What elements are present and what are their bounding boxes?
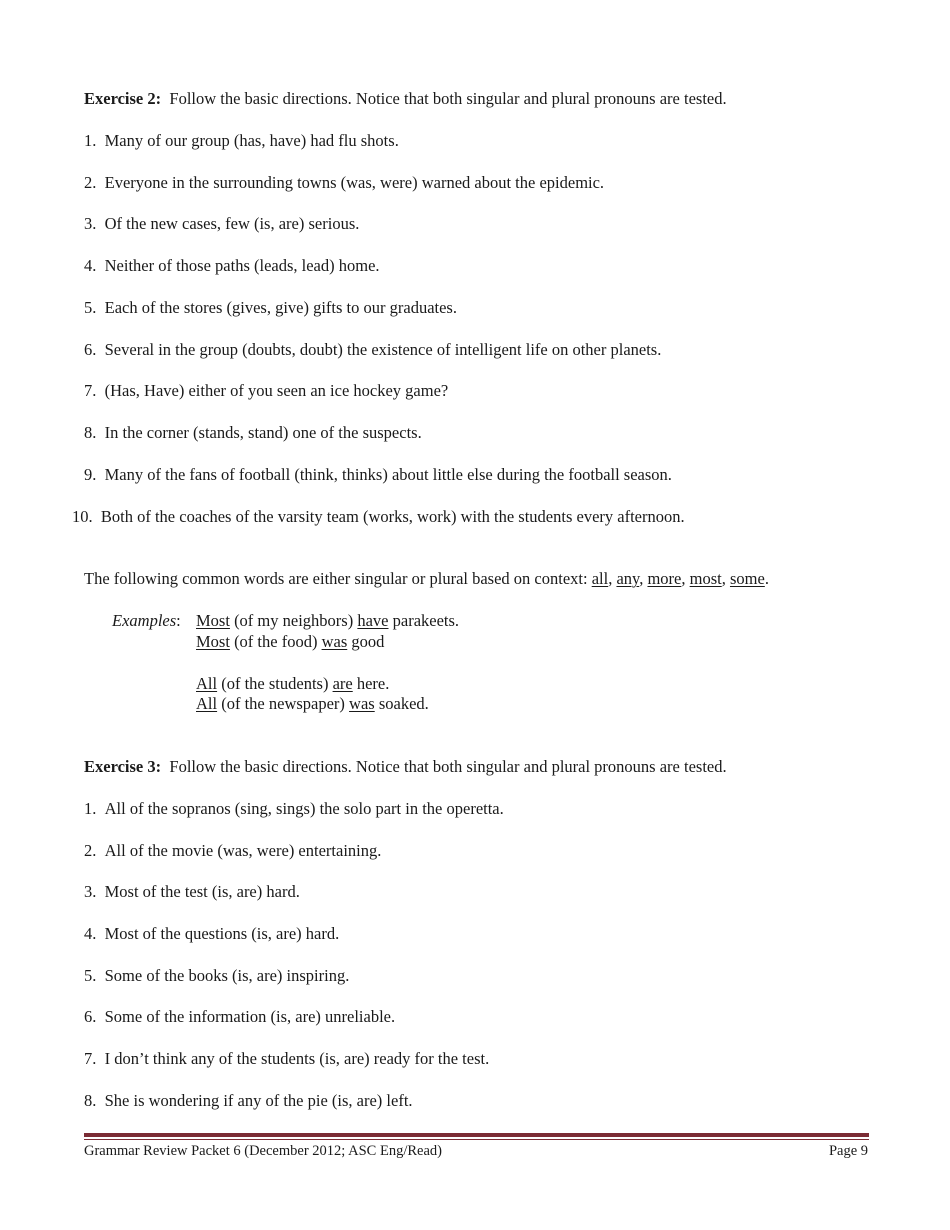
example-row: Most (of the food) was good bbox=[196, 632, 385, 651]
footer-rule bbox=[84, 1133, 869, 1137]
example-row: Most (of my neighbors) have parakeets. bbox=[196, 611, 460, 630]
examples-label: Examples: bbox=[112, 611, 181, 630]
exercise-2-item: 9. Many of the fans of football (think, thinks) about little else during the football season. bbox=[84, 465, 672, 484]
exercise-3-item: 7. I don’t think any of the students (is, are) ready for the test. bbox=[84, 1049, 490, 1068]
context-word: any bbox=[616, 569, 640, 588]
footer-rule-thin bbox=[84, 1139, 869, 1140]
footer-title: Grammar Review Packet 6 (December 2012; ASC Eng/Read) bbox=[84, 1143, 442, 1159]
exercise-3-item: 4. Most of the questions (is, are) hard. bbox=[84, 924, 340, 943]
exercise-3-item: 3. Most of the test (is, are) hard. bbox=[84, 882, 300, 901]
exercise-2-item: 4. Neither of those paths (leads, lead) home. bbox=[84, 256, 380, 275]
exercise-3-item: 5. Some of the books (is, are) inspiring. bbox=[84, 966, 350, 985]
exercise-2-item: 7. (Has, Have) either of you seen an ice hockey game? bbox=[84, 381, 449, 400]
exercise-2-item: 3. Of the new cases, few (is, are) serious. bbox=[84, 214, 360, 233]
exercise-3-item: 8. She is wondering if any of the pie (is, are) left. bbox=[84, 1091, 413, 1110]
exercise-3-heading bbox=[84, 757, 727, 777]
exercise-2-item: 5. Each of the stores (gives, give) gifts to our graduates. bbox=[84, 298, 457, 317]
exercise-3-directions: Follow the basic directions. Notice that both singular and plural pronouns are tested. bbox=[169, 757, 727, 776]
context-word: more bbox=[647, 569, 682, 588]
example-row: All (of the students) are here. bbox=[196, 674, 390, 693]
page-number: Page 9 bbox=[828, 1143, 868, 1159]
context-word: some bbox=[729, 569, 765, 588]
exercise-2-item: 1. Many of our group (has, have) had flu shots. bbox=[84, 131, 399, 150]
exercise-3-label: Exercise 3: bbox=[84, 757, 162, 776]
context-word: most bbox=[689, 569, 722, 588]
exercise-2-item: 6. Several in the group (doubts, doubt) the existence of intelligent life on other planets. bbox=[84, 340, 662, 359]
exercise-2-item: 2. Everyone in the surrounding towns (was, were) warned about the epidemic. bbox=[84, 173, 605, 192]
exercise-2-heading bbox=[84, 89, 727, 109]
context-word: all bbox=[591, 569, 609, 588]
example-row: All (of the newspaper) was soaked. bbox=[196, 694, 429, 713]
exercise-2-directions: Follow the basic directions. Notice that both singular and plural pronouns are tested. bbox=[169, 89, 727, 108]
exercise-2-label: Exercise 2: bbox=[84, 89, 162, 108]
context-note: The following common words are either singular or plural based on context: all, any, more, most, some. bbox=[84, 569, 769, 588]
exercise-3-item: 6. Some of the information (is, are) unreliable. bbox=[84, 1007, 396, 1026]
exercise-2-item: 10. Both of the coaches of the varsity team (works, work) with the students every afternoon. bbox=[72, 507, 685, 526]
exercise-3-item: 2. All of the movie (was, were) entertaining. bbox=[84, 841, 382, 860]
exercise-2-item: 8. In the corner (stands, stand) one of the suspects. bbox=[84, 423, 422, 442]
exercise-3-item: 1. All of the sopranos (sing, sings) the solo part in the operetta. bbox=[84, 799, 504, 818]
